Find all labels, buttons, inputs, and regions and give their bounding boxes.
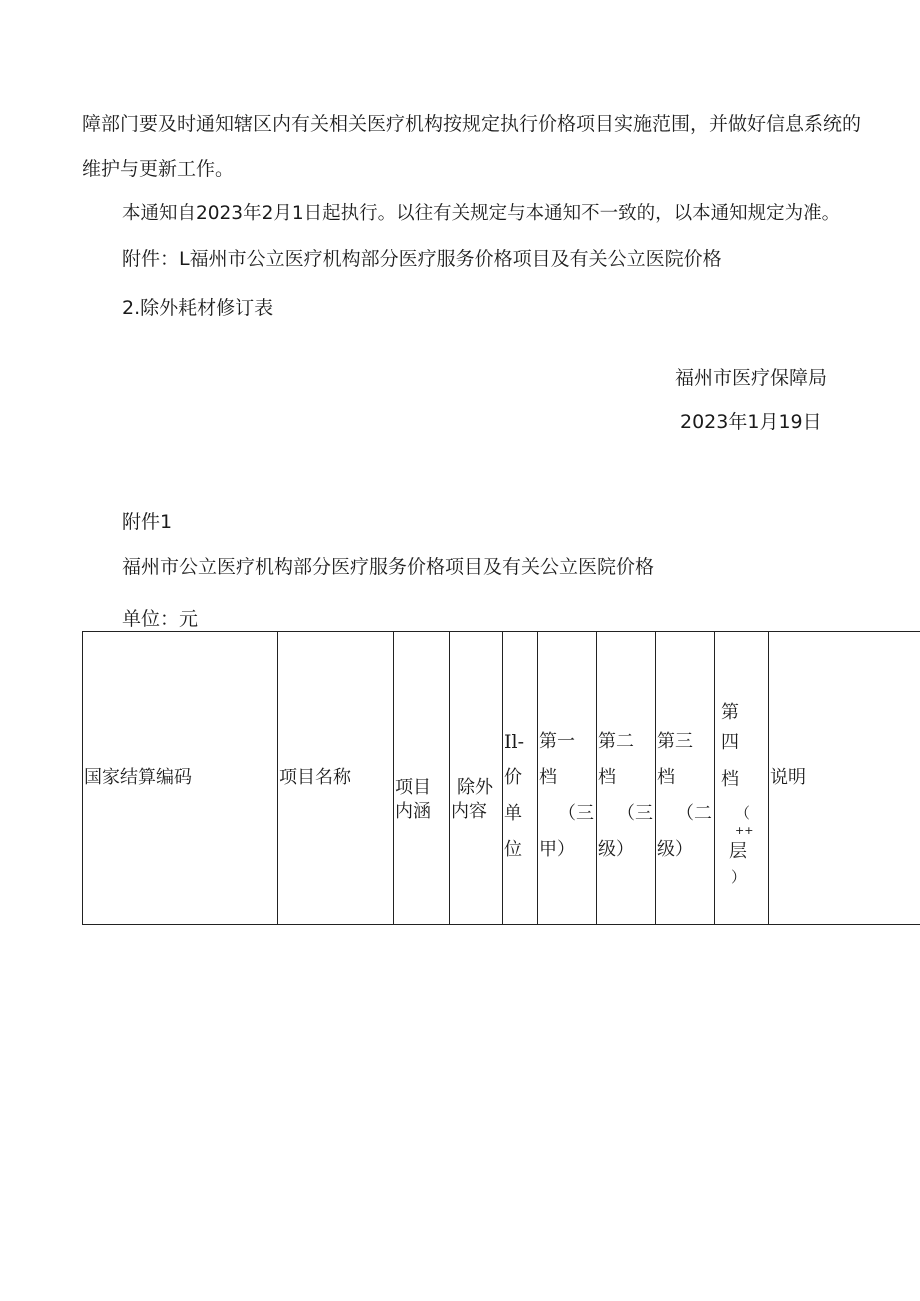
header-tier-1 bbox=[538, 632, 597, 925]
header-tier-4-line-5: ++ bbox=[735, 824, 754, 837]
header-tier-4-line-4: （ bbox=[735, 804, 751, 822]
table-header-row bbox=[83, 632, 920, 925]
appendix-title: 福州市公立医疗机构部分医疗服务价格项目及有关公立医院价格 bbox=[122, 556, 655, 578]
header-excluded-content-line-2: 内容 bbox=[451, 801, 487, 822]
signature-organization: 福州市医疗保障局 bbox=[675, 367, 828, 389]
header-tier-3 bbox=[656, 632, 715, 925]
header-tier-2-line-2: 档 bbox=[598, 767, 616, 788]
header-tier-1-line-2: 档 bbox=[539, 767, 557, 788]
header-item-name-text: 项目名称 bbox=[279, 767, 351, 788]
attachment-line-1: 附件：L福州市公立医疗机构部分医疗服务价格项目及有关公立医院价格 bbox=[122, 248, 722, 270]
header-price-unit-line-2: 单 bbox=[504, 803, 522, 824]
body-paragraph-1-line-2: 维护与更新工作。 bbox=[82, 158, 235, 180]
header-item-scope bbox=[394, 632, 450, 925]
header-tier-2-line-1: 第二 bbox=[598, 731, 634, 752]
header-tier-4-line-7: ） bbox=[731, 868, 747, 886]
header-price-unit-line-1: 价 bbox=[504, 767, 522, 788]
header-tier-2 bbox=[597, 632, 656, 925]
header-tier-1-line-1: 第一 bbox=[539, 731, 575, 752]
body-paragraph-1-line-1: 障部门要及时通知辖区内有关相关医疗机构按规定执行价格项目实施范围，并做好信息系统的 bbox=[82, 113, 862, 135]
header-excluded-content bbox=[450, 632, 503, 925]
header-item-name bbox=[278, 632, 394, 925]
signature-date: 2023年1月19日 bbox=[680, 411, 822, 433]
header-tier-4-line-3: 档 bbox=[721, 769, 739, 790]
header-settlement-code-text: 国家结算编码 bbox=[84, 767, 192, 788]
header-notes-text: 说明 bbox=[770, 767, 806, 788]
header-tier-3-line-3: （二 bbox=[676, 803, 712, 824]
header-tier-2-line-3: （三 bbox=[617, 803, 653, 824]
header-tier-1-line-4: 甲） bbox=[539, 839, 575, 860]
price-table bbox=[82, 631, 920, 925]
header-tier-4-line-2: 四 bbox=[721, 732, 739, 753]
header-settlement-code bbox=[83, 632, 278, 925]
header-tier-4-line-1: 第 bbox=[721, 702, 739, 723]
header-price-unit bbox=[503, 632, 538, 925]
header-price-unit-mark: Il- bbox=[504, 731, 525, 753]
header-tier-3-line-4: 级） bbox=[657, 839, 693, 860]
header-tier-4-line-6: 层 bbox=[729, 841, 747, 862]
header-item-scope-line-1: 项目 bbox=[395, 777, 431, 798]
header-item-scope-line-2: 内涵 bbox=[395, 801, 431, 822]
header-tier-3-line-1: 第三 bbox=[657, 731, 693, 752]
header-tier-4 bbox=[715, 632, 769, 925]
attachment-line-2: 2.除外耗材修订表 bbox=[122, 297, 274, 319]
header-tier-1-line-3: （三 bbox=[558, 803, 594, 824]
header-notes bbox=[769, 632, 920, 925]
header-tier-3-line-2: 档 bbox=[657, 767, 675, 788]
body-paragraph-2: 本通知自2023年2月1日起执行。以往有关规定与本通知不一致的，以本通知规定为准。 bbox=[122, 203, 841, 224]
appendix-label: 附件1 bbox=[122, 511, 173, 533]
unit-label: 单位：元 bbox=[122, 608, 199, 630]
header-excluded-content-line-1: 除外 bbox=[457, 777, 493, 798]
header-price-unit-line-3: 位 bbox=[504, 839, 522, 860]
header-tier-2-line-4: 级） bbox=[598, 839, 634, 860]
